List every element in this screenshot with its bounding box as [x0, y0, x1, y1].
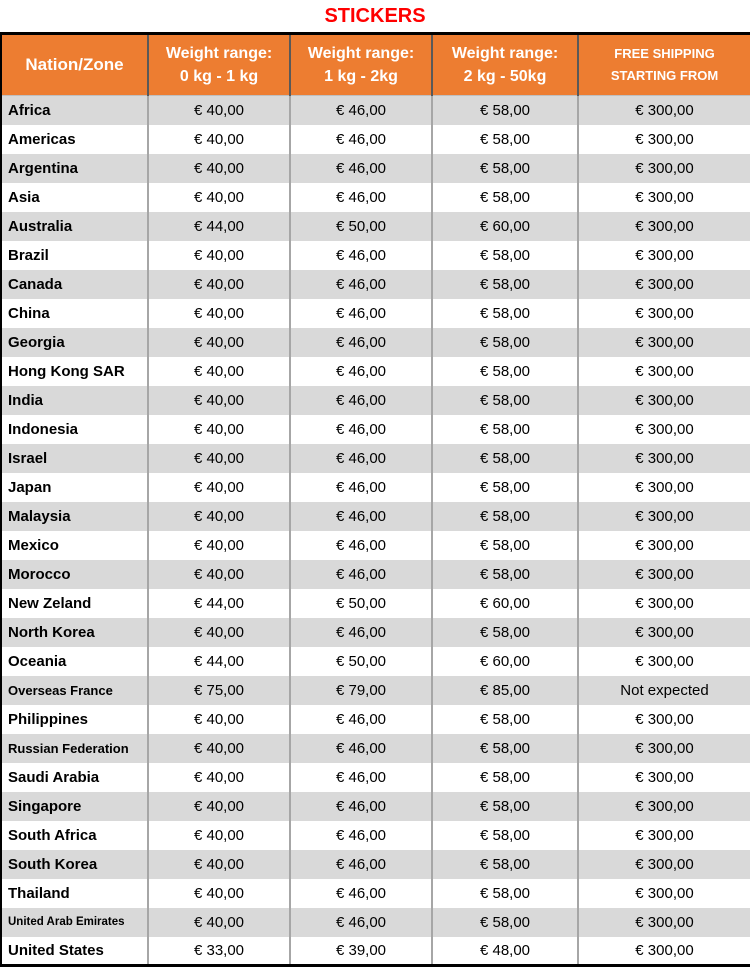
free-shipping-cell: € 300,00	[578, 647, 750, 676]
price-cell-2-50kg: € 85,00	[432, 676, 578, 705]
table-row	[1, 879, 750, 908]
price-cell-1-2kg: € 46,00	[290, 357, 432, 386]
price-cell-1-2kg: € 46,00	[290, 415, 432, 444]
table-row	[1, 270, 750, 299]
nation-cell: Hong Kong SAR	[8, 362, 125, 380]
price-cell-0-1kg: € 75,00	[148, 676, 290, 705]
price-cell-1-2kg: € 39,00	[290, 937, 432, 966]
price-cell-0-1kg: € 40,00	[148, 386, 290, 415]
price-cell-2-50kg: € 58,00	[432, 299, 578, 328]
price-cell-1-2kg: € 46,00	[290, 444, 432, 473]
table-row	[1, 560, 750, 589]
column-header-line1: Weight range:	[307, 45, 415, 62]
free-shipping-cell: € 300,00	[578, 357, 750, 386]
free-shipping-cell: € 300,00	[578, 125, 750, 154]
price-cell-1-2kg: € 46,00	[290, 299, 432, 328]
table-row	[1, 821, 750, 850]
column-header-line2: 1 kg - 2kg	[324, 68, 398, 85]
nation-cell: United States	[8, 941, 104, 959]
price-cell-1-2kg: € 46,00	[290, 618, 432, 647]
price-cell-2-50kg: € 58,00	[432, 821, 578, 850]
nation-cell: Brazil	[8, 246, 49, 264]
nation-cell: Overseas France	[8, 682, 113, 698]
price-cell-2-50kg: € 58,00	[432, 502, 578, 531]
nation-cell: Argentina	[8, 159, 79, 177]
price-cell-0-1kg: € 40,00	[148, 618, 290, 647]
price-cell-2-50kg: € 58,00	[432, 154, 578, 183]
nation-cell: Canada	[8, 275, 63, 293]
nation-cell: China	[8, 304, 50, 322]
free-shipping-cell: € 300,00	[578, 473, 750, 502]
table-row	[1, 908, 750, 937]
price-cell-1-2kg: € 50,00	[290, 212, 432, 241]
nation-cell: Australia	[8, 217, 73, 235]
price-cell-1-2kg: € 50,00	[290, 647, 432, 676]
price-cell-1-2kg: € 46,00	[290, 328, 432, 357]
table-row	[1, 734, 750, 763]
free-shipping-cell: € 300,00	[578, 531, 750, 560]
column-header-line1: Weight range:	[165, 45, 273, 62]
free-shipping-cell: € 300,00	[578, 908, 750, 937]
nation-cell: Saudi Arabia	[8, 768, 100, 786]
nation-cell: Russian Federation	[8, 740, 129, 756]
nation-cell: Morocco	[8, 565, 71, 583]
nation-cell: Israel	[8, 449, 48, 467]
column-header-label: Nation/Zone	[25, 55, 124, 74]
price-cell-1-2kg: € 46,00	[290, 125, 432, 154]
price-cell-0-1kg: € 40,00	[148, 299, 290, 328]
price-cell-1-2kg: € 46,00	[290, 908, 432, 937]
table-row	[1, 531, 750, 560]
free-shipping-cell: € 300,00	[578, 415, 750, 444]
price-cell-0-1kg: € 44,00	[148, 212, 290, 241]
price-cell-1-2kg: € 46,00	[290, 241, 432, 270]
price-cell-2-50kg: € 58,00	[432, 734, 578, 763]
table-row	[1, 241, 750, 270]
free-shipping-cell: € 300,00	[578, 763, 750, 792]
price-cell-0-1kg: € 40,00	[148, 792, 290, 821]
free-shipping-cell: € 300,00	[578, 879, 750, 908]
nation-cell: Japan	[8, 478, 52, 496]
price-cell-1-2kg: € 46,00	[290, 386, 432, 415]
free-shipping-cell: € 300,00	[578, 589, 750, 618]
price-cell-2-50kg: € 58,00	[432, 850, 578, 879]
table-row	[1, 154, 750, 183]
price-cell-0-1kg: € 40,00	[148, 734, 290, 763]
price-cell-1-2kg: € 50,00	[290, 589, 432, 618]
column-header-line1: FREE SHIPPING	[614, 46, 715, 61]
price-cell-0-1kg: € 40,00	[148, 183, 290, 212]
price-cell-0-1kg: € 40,00	[148, 821, 290, 850]
price-cell-2-50kg: € 58,00	[432, 792, 578, 821]
nation-cell: India	[8, 391, 44, 409]
price-cell-2-50kg: € 58,00	[432, 125, 578, 154]
price-cell-2-50kg: € 58,00	[432, 879, 578, 908]
table-row	[1, 937, 750, 966]
column-header-weight-1-2kg	[290, 34, 432, 96]
free-shipping-cell: € 300,00	[578, 734, 750, 763]
price-cell-0-1kg: € 40,00	[148, 154, 290, 183]
price-cell-1-2kg: € 46,00	[290, 763, 432, 792]
price-cell-2-50kg: € 58,00	[432, 618, 578, 647]
table-row	[1, 502, 750, 531]
price-cell-2-50kg: € 58,00	[432, 531, 578, 560]
table-row	[1, 212, 750, 241]
table-row	[1, 444, 750, 473]
price-cell-0-1kg: € 40,00	[148, 444, 290, 473]
table-row	[1, 386, 750, 415]
price-cell-0-1kg: € 44,00	[148, 647, 290, 676]
column-header-line2: 0 kg - 1 kg	[179, 68, 259, 85]
free-shipping-cell: € 300,00	[578, 444, 750, 473]
table-row	[1, 705, 750, 734]
price-cell-2-50kg: € 58,00	[432, 386, 578, 415]
column-header-weight-2-50kg	[432, 34, 578, 96]
price-cell-1-2kg: € 46,00	[290, 502, 432, 531]
price-cell-2-50kg: € 58,00	[432, 908, 578, 937]
column-header-nation-zone	[1, 34, 148, 96]
table-row	[1, 792, 750, 821]
table-row	[1, 676, 750, 705]
price-cell-2-50kg: € 58,00	[432, 241, 578, 270]
column-header-free-shipping	[578, 34, 750, 96]
nation-cell: Asia	[8, 188, 40, 206]
table-row	[1, 183, 750, 212]
free-shipping-cell: € 300,00	[578, 96, 750, 125]
price-cell-1-2kg: € 79,00	[290, 676, 432, 705]
price-cell-2-50kg: € 58,00	[432, 96, 578, 125]
price-cell-0-1kg: € 40,00	[148, 850, 290, 879]
free-shipping-cell: € 300,00	[578, 705, 750, 734]
free-shipping-cell: € 300,00	[578, 299, 750, 328]
nation-cell: Americas	[8, 130, 76, 148]
price-cell-1-2kg: € 46,00	[290, 270, 432, 299]
table-row	[1, 415, 750, 444]
price-cell-1-2kg: € 46,00	[290, 821, 432, 850]
header-row	[1, 34, 750, 96]
column-header-line1: Weight range:	[451, 45, 559, 62]
free-shipping-cell: € 300,00	[578, 502, 750, 531]
price-cell-1-2kg: € 46,00	[290, 792, 432, 821]
nation-cell: Malaysia	[8, 507, 71, 525]
table-row	[1, 328, 750, 357]
price-cell-2-50kg: € 48,00	[432, 937, 578, 966]
table-row	[1, 299, 750, 328]
free-shipping-cell: € 300,00	[578, 270, 750, 299]
free-shipping-cell: € 300,00	[578, 241, 750, 270]
table-row	[1, 618, 750, 647]
price-cell-2-50kg: € 60,00	[432, 212, 578, 241]
column-header-line2: 2 kg - 50kg	[463, 68, 547, 85]
free-shipping-cell: € 300,00	[578, 850, 750, 879]
price-cell-2-50kg: € 58,00	[432, 705, 578, 734]
price-cell-0-1kg: € 40,00	[148, 328, 290, 357]
price-cell-0-1kg: € 40,00	[148, 241, 290, 270]
price-cell-2-50kg: € 58,00	[432, 763, 578, 792]
price-cell-2-50kg: € 58,00	[432, 444, 578, 473]
price-cell-0-1kg: € 33,00	[148, 937, 290, 966]
free-shipping-cell: € 300,00	[578, 618, 750, 647]
table-row	[1, 125, 750, 154]
free-shipping-cell: € 300,00	[578, 560, 750, 589]
price-cell-1-2kg: € 46,00	[290, 154, 432, 183]
column-header-weight-0-1kg	[148, 34, 290, 96]
free-shipping-cell: € 300,00	[578, 183, 750, 212]
price-cell-1-2kg: € 46,00	[290, 705, 432, 734]
price-cell-0-1kg: € 40,00	[148, 270, 290, 299]
price-cell-1-2kg: € 46,00	[290, 183, 432, 212]
price-cell-1-2kg: € 46,00	[290, 473, 432, 502]
table-row	[1, 96, 750, 125]
shipping-rates-table	[0, 32, 750, 967]
nation-cell: Thailand	[8, 884, 70, 902]
price-cell-1-2kg: € 46,00	[290, 734, 432, 763]
nation-cell: South Africa	[8, 826, 97, 844]
price-cell-0-1kg: € 40,00	[148, 96, 290, 125]
price-cell-0-1kg: € 40,00	[148, 705, 290, 734]
price-cell-1-2kg: € 46,00	[290, 850, 432, 879]
nation-cell: Africa	[8, 101, 51, 119]
price-cell-2-50kg: € 58,00	[432, 357, 578, 386]
price-cell-2-50kg: € 58,00	[432, 328, 578, 357]
price-cell-1-2kg: € 46,00	[290, 96, 432, 125]
nation-cell: New Zeland	[8, 594, 92, 612]
table-row	[1, 850, 750, 879]
price-cell-0-1kg: € 40,00	[148, 531, 290, 560]
price-cell-1-2kg: € 46,00	[290, 531, 432, 560]
price-cell-2-50kg: € 60,00	[432, 647, 578, 676]
price-cell-0-1kg: € 40,00	[148, 357, 290, 386]
free-shipping-cell: Not expected	[578, 676, 750, 705]
nation-cell: Indonesia	[8, 420, 79, 438]
nation-cell: United Arab Emirates	[8, 916, 125, 928]
price-cell-0-1kg: € 40,00	[148, 879, 290, 908]
price-cell-2-50kg: € 58,00	[432, 270, 578, 299]
price-cell-1-2kg: € 46,00	[290, 879, 432, 908]
free-shipping-cell: € 300,00	[578, 386, 750, 415]
price-cell-0-1kg: € 40,00	[148, 763, 290, 792]
price-cell-1-2kg: € 46,00	[290, 560, 432, 589]
nation-cell: Philippines	[8, 710, 89, 728]
price-cell-2-50kg: € 58,00	[432, 560, 578, 589]
table-row	[1, 589, 750, 618]
table-row	[1, 473, 750, 502]
free-shipping-cell: € 300,00	[578, 937, 750, 966]
page-title: STICKERS	[324, 5, 426, 27]
free-shipping-cell: € 300,00	[578, 792, 750, 821]
free-shipping-cell: € 300,00	[578, 212, 750, 241]
table-body	[1, 96, 750, 966]
nation-cell: Oceania	[8, 652, 67, 670]
free-shipping-cell: € 300,00	[578, 154, 750, 183]
nation-cell: North Korea	[8, 623, 95, 641]
price-cell-0-1kg: € 40,00	[148, 125, 290, 154]
price-cell-0-1kg: € 40,00	[148, 502, 290, 531]
table-row	[1, 647, 750, 676]
free-shipping-cell: € 300,00	[578, 328, 750, 357]
price-cell-0-1kg: € 40,00	[148, 415, 290, 444]
price-cell-2-50kg: € 60,00	[432, 589, 578, 618]
price-cell-2-50kg: € 58,00	[432, 183, 578, 212]
price-cell-0-1kg: € 40,00	[148, 560, 290, 589]
free-shipping-cell: € 300,00	[578, 821, 750, 850]
nation-cell: Mexico	[8, 536, 59, 554]
price-cell-2-50kg: € 58,00	[432, 415, 578, 444]
table-row	[1, 357, 750, 386]
price-cell-0-1kg: € 44,00	[148, 589, 290, 618]
column-header-line2: STARTING FROM	[610, 68, 719, 83]
price-cell-0-1kg: € 40,00	[148, 473, 290, 502]
nation-cell: South Korea	[8, 855, 98, 873]
price-cell-2-50kg: € 58,00	[432, 473, 578, 502]
nation-cell: Singapore	[8, 797, 82, 815]
nation-cell: Georgia	[8, 333, 65, 351]
table-row	[1, 763, 750, 792]
price-cell-0-1kg: € 40,00	[148, 908, 290, 937]
